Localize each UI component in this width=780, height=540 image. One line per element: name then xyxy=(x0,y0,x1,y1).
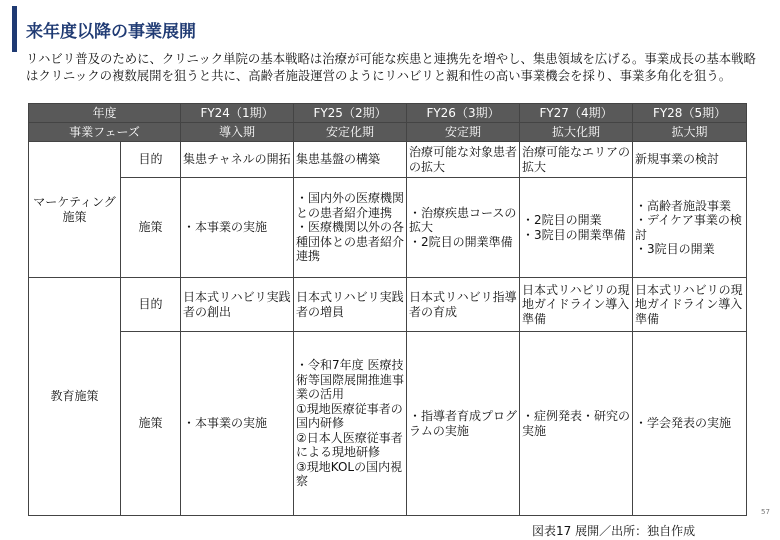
table-cell: 集患基盤の構築 xyxy=(294,142,407,178)
cell-line: ・医療機関以外の各種団体との患者紹介連携 xyxy=(296,220,405,264)
table-cell: 日本式リハビリ指導者の育成 xyxy=(407,278,520,332)
table-cell: 治療可能な対象患者の拡大 xyxy=(407,142,520,178)
table-cell: 日本式リハビリの現地ガイドライン導入準備 xyxy=(633,278,747,332)
table-cell xyxy=(633,178,747,278)
cell-line: ③現地KOLの国内視察 xyxy=(296,459,403,489)
table-cell xyxy=(633,332,747,516)
row-label-objective: 目的 xyxy=(121,142,181,178)
cell-line: ・学会発表の実施 xyxy=(635,416,732,431)
table-cell: 日本式リハビリ実践者の創出 xyxy=(181,278,294,332)
cell-line: ・治療疾患コースの拡大 xyxy=(409,205,517,235)
table-cell xyxy=(294,178,407,278)
marketing-section-label: マーケティング施策 xyxy=(29,142,121,278)
year-header-cell: FY25（2期） xyxy=(294,104,407,123)
cell-line: ・国内外の医療機関との患者紹介連携 xyxy=(296,191,405,220)
table-cell: 治療可能なエリアの拡大 xyxy=(520,142,633,178)
row-label-measure: 施策 xyxy=(121,332,181,516)
year-header-cell: FY24（1期） xyxy=(181,104,294,123)
cell-line: ・本事業の実施 xyxy=(183,220,268,235)
figure-caption: 図表17 展開／出所：独自作成 xyxy=(532,524,696,538)
year-header-cell: FY28（5期） xyxy=(633,104,747,123)
table-cell: 新規事業の検討 xyxy=(633,142,747,178)
year-header-row xyxy=(29,104,747,123)
cell-line: ・高齢者施設事業 xyxy=(635,198,732,213)
cell-line: ・3院目の開業準備 xyxy=(522,227,626,242)
table-cell xyxy=(181,178,294,278)
phase-header-row xyxy=(29,123,747,142)
cell-line: ・令和7年度 医療技術等国際展開推進事業の活用 xyxy=(296,358,405,402)
cell-line: ・2院目の開業準備 xyxy=(409,234,513,249)
year-header-cell: FY27（4期） xyxy=(520,104,633,123)
table-cell xyxy=(407,332,520,516)
marketing-measure-row xyxy=(29,178,747,278)
cell-line: ・3院目の開業 xyxy=(635,242,715,256)
phase-header-cell: 拡大期 xyxy=(633,123,747,142)
table-cell xyxy=(520,332,633,516)
cell-line: ・指導者育成プログラムの実施 xyxy=(409,409,518,438)
cell-line: ②日本人医療従事者による現地研修 xyxy=(296,430,403,460)
page-title: 来年度以降の事業展開 xyxy=(26,22,196,42)
table-cell: 日本式リハビリ実践者の増員 xyxy=(294,278,407,332)
phase-header-cell: 導入期 xyxy=(181,123,294,142)
title-accent-bar xyxy=(12,6,17,52)
table-cell xyxy=(407,178,520,278)
business-plan-table xyxy=(28,103,747,516)
education-objective-row xyxy=(29,278,747,332)
cell-line: ①現地医療従事者の国内研修 xyxy=(296,401,403,431)
cell-line: ・2院目の開業 xyxy=(522,213,602,227)
table-cell xyxy=(181,332,294,516)
cell-line: ・本事業の実施 xyxy=(183,416,268,431)
intro-paragraph: リハビリ普及のために、クリニック単院の基本戦略は治療が可能な疾患と連携先を増やし、集患領域を広げる。事業成長の基本戦略はクリニックの複数展開を狙うと共に、高齢者施設運営のようにリハビリと親和性の高い事業機会を採り、事業多角化を狙う。 xyxy=(26,51,756,83)
marketing-objective-row xyxy=(29,142,747,178)
row-label-measure: 施策 xyxy=(121,178,181,278)
phase-header-cell: 安定化期 xyxy=(294,123,407,142)
education-measure-row xyxy=(29,332,747,516)
year-header-label: 年度 xyxy=(29,104,181,123)
table-cell xyxy=(294,332,407,516)
page-number: 57 xyxy=(761,508,770,516)
cell-line: ・デイケア事業の検討 xyxy=(635,213,742,242)
table-cell xyxy=(520,178,633,278)
phase-header-cell: 拡大化期 xyxy=(520,123,633,142)
row-label-objective: 目的 xyxy=(121,278,181,332)
education-section-label: 教育施策 xyxy=(29,278,121,516)
table-cell: 日本式リハビリの現地ガイドライン導入準備 xyxy=(520,278,633,332)
year-header-cell: FY26（3期） xyxy=(407,104,520,123)
phase-header-label: 事業フェーズ xyxy=(29,123,181,142)
cell-line: ・症例発表・研究の実施 xyxy=(522,409,631,438)
table-cell: 集患チャネルの開拓 xyxy=(181,142,294,178)
phase-header-cell: 安定期 xyxy=(407,123,520,142)
